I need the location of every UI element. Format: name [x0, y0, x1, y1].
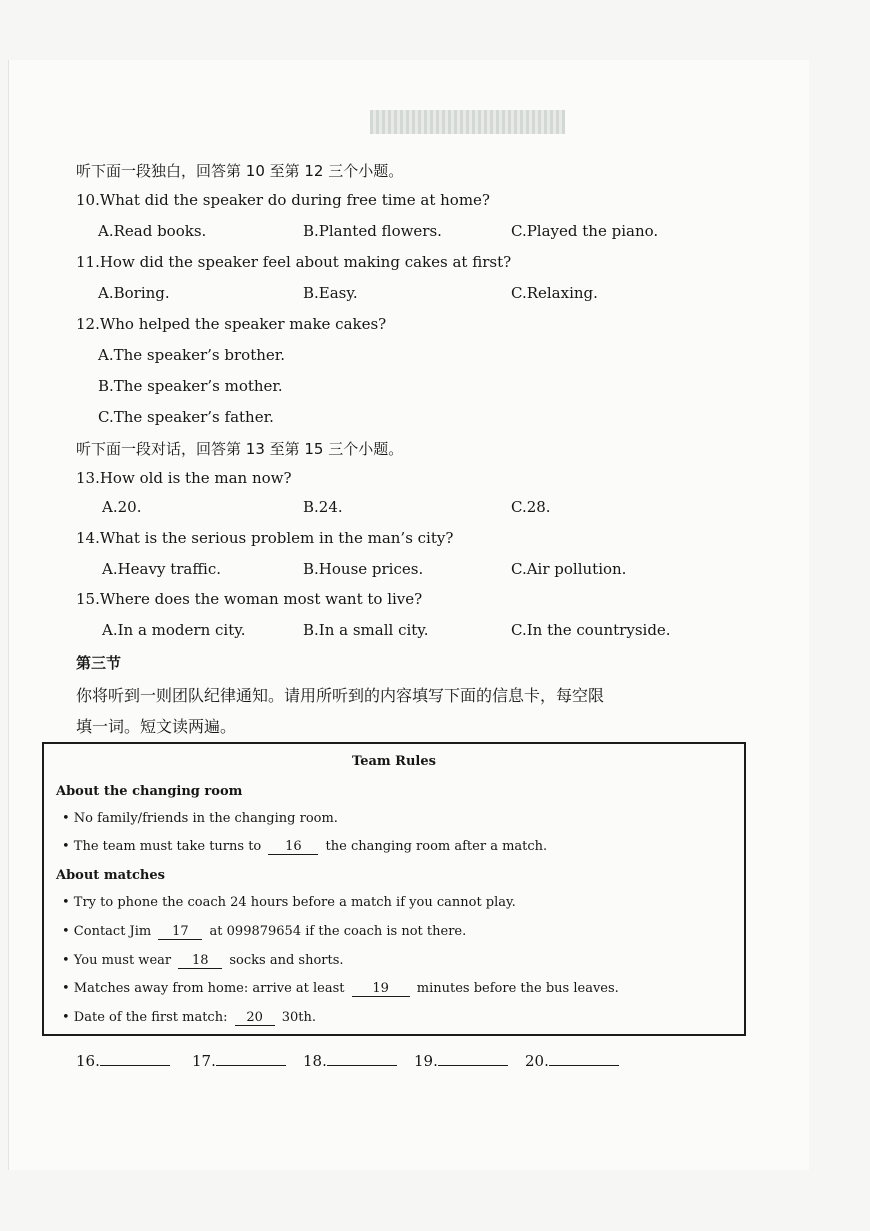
answer-18: [303, 1052, 397, 1070]
rule-first-match-date-text: • Date of the first match:: [62, 1010, 228, 1025]
answer-18-label: 18.: [303, 1052, 327, 1070]
section-c-instruction-2: 填一词。短文读两遍。: [76, 717, 237, 736]
monologue-instruction: 听下面一段独白，回答第 10 至第 12 三个小题。: [76, 162, 404, 180]
rule-wear-socks-text-end: socks and shorts.: [229, 953, 344, 968]
answer-17-label: 17.: [192, 1052, 216, 1070]
question-10: 10.What did the speaker do during free time at home?: [76, 191, 490, 209]
rule-first-match-date: [62, 1010, 316, 1026]
q14-option-a: A.Heavy traffic.: [102, 560, 221, 578]
q15-option-a: A.In a modern city.: [102, 621, 246, 639]
rule-contact-jim-text: • Contact Jim: [62, 924, 152, 939]
q11-option-b: B.Easy.: [303, 284, 358, 302]
question-14: 14.What is the serious problem in the man’s city?: [76, 529, 454, 547]
answer-19: [414, 1052, 508, 1070]
section-c-title: 第三节: [76, 654, 122, 672]
answer-19-label: 19.: [414, 1052, 438, 1070]
rule-contact-jim-text-end: at 099879654 if the coach is not there.: [209, 924, 467, 939]
q13-option-c: C.28.: [511, 498, 551, 516]
card-title: Team Rules: [352, 754, 436, 769]
q15-option-c: C.In the countryside.: [511, 621, 671, 639]
answer-17-blank[interactable]: [216, 1065, 286, 1066]
rule-contact-jim: [62, 924, 466, 940]
rule-arrive-early-text-end: minutes before the bus leaves.: [416, 981, 619, 996]
rule-take-turns: [62, 839, 547, 855]
heading-changing-room: About the changing room: [56, 784, 243, 799]
answer-18-blank[interactable]: [327, 1065, 397, 1066]
answer-16-blank[interactable]: [100, 1065, 170, 1066]
rule-first-match-date-text-end: 30th.: [281, 1010, 317, 1025]
question-13: 13.How old is the man now?: [76, 469, 292, 487]
q11-option-c: C.Relaxing.: [511, 284, 598, 302]
heading-matches: About matches: [56, 868, 165, 883]
answer-20: [525, 1052, 619, 1070]
blank-19[interactable]: 19: [352, 981, 410, 997]
rule-arrive-early: [62, 981, 619, 997]
q12-option-c: C.The speaker’s father.: [98, 408, 274, 426]
q11-option-a: A.Boring.: [98, 284, 170, 302]
q15-option-b: B.In a small city.: [303, 621, 429, 639]
rule-take-turns-text: • The team must take turns to: [62, 839, 262, 854]
answer-17: [192, 1052, 286, 1070]
q12-option-a: A.The speaker’s brother.: [98, 346, 286, 364]
q10-option-a: A.Read books.: [98, 222, 207, 240]
rule-take-turns-text-end: the changing room after a match.: [325, 839, 548, 854]
q13-option-b: B.24.: [303, 498, 343, 516]
answer-20-blank[interactable]: [549, 1065, 619, 1066]
rule-arrive-early-text: • Matches away from home: arrive at least: [62, 981, 345, 996]
question-15: 15.Where does the woman most want to live?: [76, 590, 423, 608]
rule-no-family: • No family/friends in the changing room.: [62, 811, 338, 826]
dialogue-instruction: 听下面一段对话，回答第 13 至第 15 三个小题。: [76, 440, 404, 458]
q10-option-b: B.Planted flowers.: [303, 222, 442, 240]
answer-20-label: 20.: [525, 1052, 549, 1070]
rule-phone-coach: • Try to phone the coach 24 hours before a match if you cannot play.: [62, 895, 516, 910]
q13-option-a: A.20.: [102, 498, 142, 516]
answer-19-blank[interactable]: [438, 1065, 508, 1066]
q14-option-b: B.House prices.: [303, 560, 424, 578]
q10-option-c: C.Played the piano.: [511, 222, 659, 240]
q14-option-c: C.Air pollution.: [511, 560, 627, 578]
blank-16[interactable]: 16: [268, 839, 318, 855]
blank-17[interactable]: 17: [158, 924, 202, 940]
rule-wear-socks-text: • You must wear: [62, 953, 172, 968]
blank-18[interactable]: 18: [178, 953, 222, 969]
blank-20[interactable]: 20: [235, 1010, 275, 1026]
question-11: 11.How did the speaker feel about making cakes at first?: [76, 253, 512, 271]
answer-16-label: 16.: [76, 1052, 100, 1070]
rule-wear-socks: [62, 953, 344, 969]
section-c-instruction-1: 你将听到一则团队纪律通知。请用所听到的内容填写下面的信息卡，每空限: [76, 686, 605, 705]
team-rules-card: [42, 742, 746, 1036]
q12-option-b: B.The speaker’s mother.: [98, 377, 283, 395]
page-header-mark: [370, 110, 565, 134]
answer-16: [76, 1052, 170, 1070]
question-12: 12.Who helped the speaker make cakes?: [76, 315, 387, 333]
